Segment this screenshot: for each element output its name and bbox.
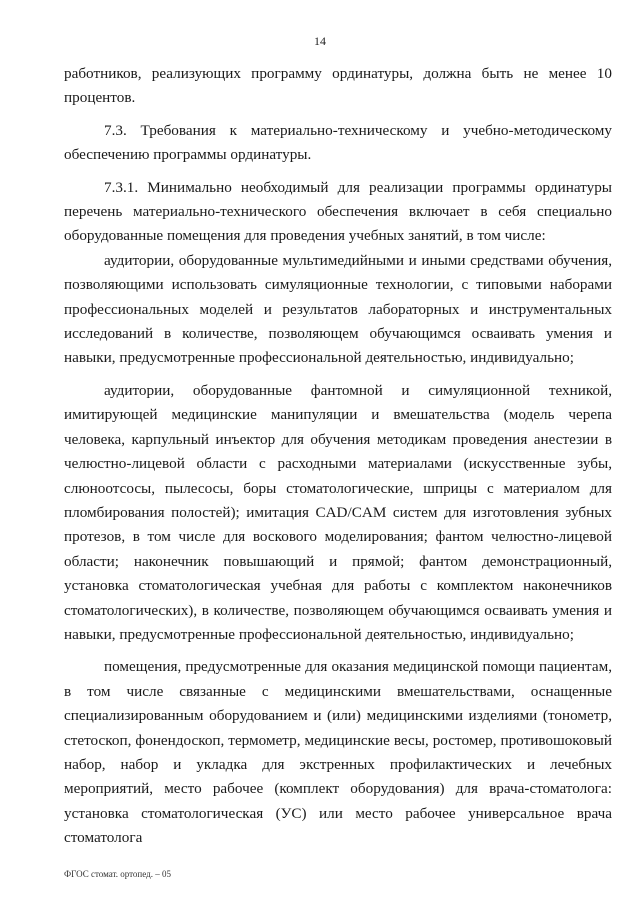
list-item-auditoriums-phantom: аудитории, оборудованные фантомной и симуляционной техникой, имитирующей медицинские манипуляции и вмешательства (модель черепа человека, карпульный инъектор для обучения методикам проведения анестезии в челюстно-лицевой области с расходными материалами (искусственные зубы, слюноотсосы, пылесосы, боры стоматологические, шприцы с материалом для пломбирования полостей); имитация CAD/CAM систем для изготовления зубных протезов, в том числе для воскового моделирования; фантом челюстно-лицевой области; наконечник повышающий и прямой; фантом демонстрационный, установка стоматологическая учебная для работы с комплектом наконечников стоматологических), в количестве, позволяющем обучающимся осваивать умения и навыки, предусмотренные профессиональной деятельностью, индивидуально; bbox=[64, 381, 612, 643]
page-footer: ФГОС стомат. ортопед. – 05 bbox=[64, 869, 171, 879]
list-item-auditoriums-multimedia: аудитории, оборудованные мультимедийными и иными средствами обучения, позволяющими использовать симуляционные технологии, с типовыми наборами профессиональных моделей и результатов лабораторных и инструментальных исследований в количестве, позволяющем обучающимся осваивать умения и навыки, предусмотренные профессиональной деятельностью, индивидуально; bbox=[64, 251, 612, 367]
page-number: 14 bbox=[314, 34, 326, 48]
list-item-medical-rooms: помещения, предусмотренные для оказания медицинской помощи пациентам, в том числе связанные с медицинскими вмешательствами, оснащенные специализированным оборудованием и (или) медицинскими изделиями (тонометр, стетоскоп, фонендоскоп, термометр, медицинские весы, ростомер, противошоковый набор, набор и укладка для экстренных профилактических и лечебных мероприятий, место рабочее (комплект оборудования) для врача-стоматолога: установка стоматологическая (УС) или место рабочее универсальное врача стоматолога bbox=[64, 658, 612, 847]
document-body bbox=[64, 62, 612, 851]
paragraph-continuation: работников, реализующих программу ординатуры, должна быть не менее 10 процентов. bbox=[64, 65, 612, 107]
paragraph-7-3-1: 7.3.1. Минимально необходимый для реализации программы ординатуры перечень материально-технического обеспечения включает в себя специально оборудованные помещения для проведения учебных занятий, в том числе: bbox=[64, 178, 612, 245]
section-heading-7-3: 7.3. Требования к материально-техническому и учебно-методическому обеспечению программы ординатуры. bbox=[64, 121, 612, 164]
